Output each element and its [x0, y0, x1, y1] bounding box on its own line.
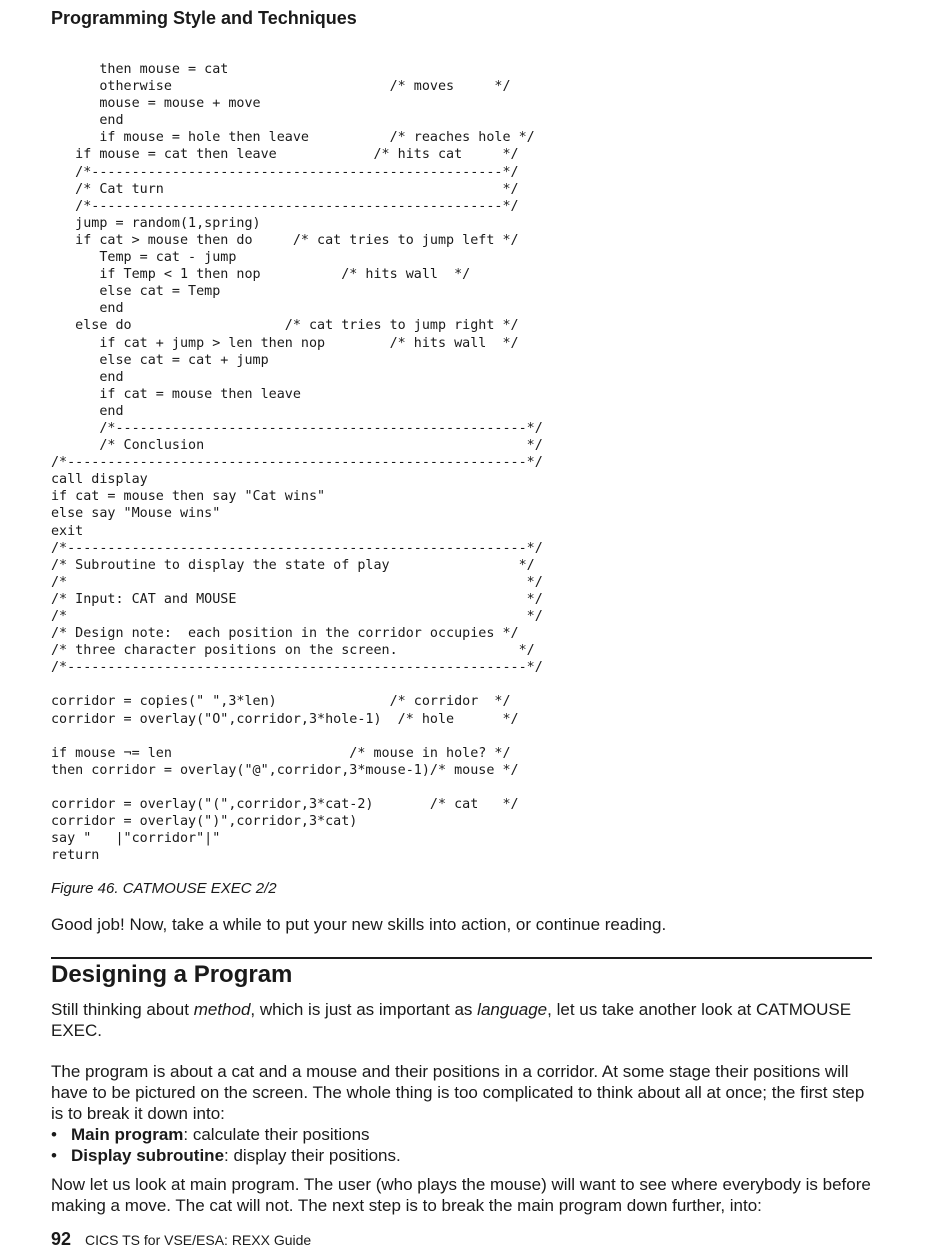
- intro-text-start: Still thinking about: [51, 1000, 194, 1019]
- intro-text-end: , let us take another look at CATMOUSE EXEC.: [51, 1000, 852, 1040]
- code-line: exit: [51, 523, 84, 539]
- code-line: else say "Mouse wins": [51, 506, 221, 522]
- code-line: if mouse ¬= len /* mouse in hole? */: [51, 745, 511, 761]
- code-line: /* Conclusion */: [51, 438, 543, 454]
- code-line: [51, 728, 543, 745]
- main-program-paragraph: Now let us look at main program. The user (who plays the mouse) will want to see where everybody is before making a move. The cat will not. The next step is to break the main program down further, into:: [51, 1175, 871, 1215]
- code-line: /*---------------------------------------------------*/: [51, 420, 543, 436]
- code-line: then mouse = cat: [51, 62, 229, 77]
- code-line: /*---------------------------------------------------*/: [51, 164, 519, 180]
- code-line: if Temp < 1 then nop /* hits wall */: [51, 267, 471, 283]
- intro-method-emphasis: method: [193, 1000, 251, 1019]
- bullet-description: : display their positions.: [224, 1146, 401, 1165]
- code-line: if mouse = cat then leave /* hits cat */: [51, 147, 519, 163]
- section-divider: [51, 957, 872, 959]
- code-line: jump = random(1,spring): [51, 215, 261, 231]
- bullet-description: : calculate their positions: [183, 1125, 370, 1144]
- code-line: /*---------------------------------------------------------*/: [51, 660, 543, 676]
- code-line: /* Cat turn */: [51, 181, 519, 197]
- code-line: end: [51, 113, 124, 129]
- code-line: if cat = mouse then say "Cat wins": [51, 489, 326, 505]
- code-line: else cat = cat + jump: [51, 352, 269, 368]
- page-footer: [51, 1229, 311, 1250]
- code-line: corridor = overlay(")",corridor,3*cat): [51, 814, 358, 830]
- code-line: [51, 676, 543, 693]
- code-listing: [51, 61, 543, 864]
- code-line: Temp = cat - jump: [51, 250, 237, 266]
- code-line: if mouse = hole then leave /* reaches hole */: [51, 130, 535, 146]
- code-line: return: [51, 848, 100, 864]
- code-line: end: [51, 403, 124, 419]
- book-title: CICS TS for VSE/ESA: REXX Guide: [85, 1232, 312, 1248]
- code-line: /*---------------------------------------------------------*/: [51, 540, 543, 556]
- code-line: /* Design note: each position in the corridor occupies */: [51, 626, 519, 642]
- intro-paragraph: [51, 999, 881, 1041]
- code-line: otherwise /* moves */: [51, 79, 511, 95]
- code-line: [51, 779, 543, 796]
- code-line: call display: [51, 472, 148, 488]
- code-line: end: [51, 301, 124, 317]
- code-line: else do /* cat tries to jump right */: [51, 318, 519, 334]
- code-line: if cat = mouse then leave: [51, 386, 301, 402]
- bullet-item: [51, 1145, 401, 1166]
- code-line: /* Subroutine to display the state of play */: [51, 557, 535, 573]
- section-heading: Designing a Program: [51, 961, 293, 988]
- code-line: /* */: [51, 574, 543, 590]
- code-line: else cat = Temp: [51, 284, 221, 300]
- intro-text-middle: , which is just as important as: [250, 1000, 478, 1019]
- bullet-list: [51, 1124, 401, 1166]
- code-line: end: [51, 369, 124, 385]
- code-line: if cat > mouse then do /* cat tries to jump left */: [51, 232, 519, 248]
- figure-caption: Figure 46. CATMOUSE EXEC 2/2: [51, 880, 277, 897]
- bullet-term: Display subroutine: [71, 1146, 225, 1165]
- code-line: /* three character positions on the screen. */: [51, 643, 535, 659]
- bullet-term: Main program: [71, 1125, 184, 1144]
- code-line: /*---------------------------------------------------*/: [51, 198, 519, 214]
- running-header-title: Programming Style and Techniques: [51, 8, 357, 28]
- code-line: corridor = overlay("O",corridor,3*hole-1) /* hole */: [51, 711, 519, 727]
- code-line: /*---------------------------------------------------------*/: [51, 455, 543, 471]
- code-line: say " |"corridor"|": [51, 831, 221, 847]
- code-line: /* */: [51, 609, 543, 624]
- good-job-paragraph: Good job! Now, take a while to put your new skills into action, or continue reading.: [51, 915, 667, 934]
- code-line: corridor = overlay("(",corridor,3*cat-2) /* cat */: [51, 797, 519, 813]
- code-line: then corridor = overlay("@",corridor,3*mouse-1)/* mouse */: [51, 762, 519, 778]
- code-line: if cat + jump > len then nop /* hits wall */: [51, 335, 519, 351]
- code-line: corridor = copies(" ",3*len) /* corridor */: [51, 694, 511, 710]
- code-line: mouse = mouse + move: [51, 96, 261, 112]
- page-number: 92: [51, 1229, 72, 1249]
- code-line: /* Input: CAT and MOUSE */: [51, 591, 543, 607]
- bullet-item: [51, 1124, 401, 1145]
- intro-language-emphasis: language: [477, 1000, 548, 1019]
- program-description-paragraph: The program is about a cat and a mouse and their positions in a corridor. At some stage their positions will have to be pictured on the screen. The whole thing is too complicated to think about all at once; the first step is to break it down into:: [51, 1062, 865, 1123]
